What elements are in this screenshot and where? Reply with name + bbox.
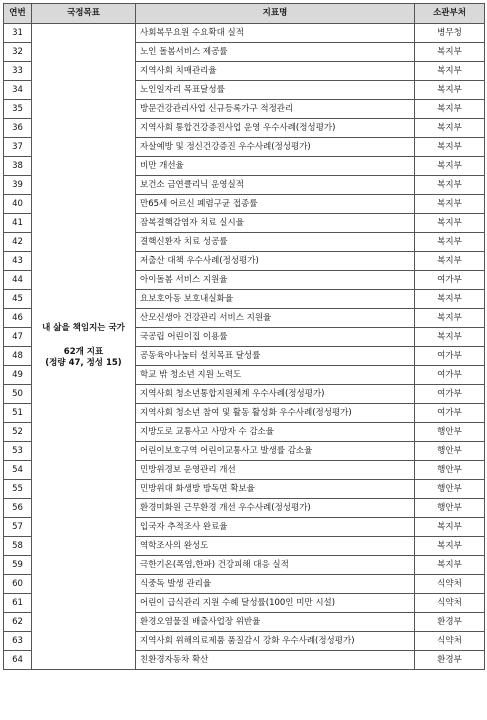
department: 환경부: [415, 613, 485, 632]
indicator-name: 지역사회 청소년 참여 및 활동 활성화 우수사례(정성평가): [136, 404, 415, 423]
row-number: 39: [4, 176, 32, 195]
indicator-name: 민방위경보 운영관리 개선: [136, 461, 415, 480]
indicator-name: 역학조사의 완성도: [136, 537, 415, 556]
row-number: 47: [4, 328, 32, 347]
row-number: 43: [4, 252, 32, 271]
department: 여가부: [415, 347, 485, 366]
department: 복지부: [415, 176, 485, 195]
row-number: 50: [4, 385, 32, 404]
row-number: 56: [4, 499, 32, 518]
goal-detail: (정량 47, 정성 15): [45, 358, 122, 369]
row-number: 32: [4, 43, 32, 62]
row-number: 62: [4, 613, 32, 632]
table-body: [4, 24, 485, 670]
goal-spacer: [32, 335, 135, 347]
indicator-name: 자살예방 및 정신건강증진 우수사례(정성평가): [136, 138, 415, 157]
indicator-name: 어린이 급식관리 지원 수혜 달성률(100인 미만 시설): [136, 594, 415, 613]
row-number: 40: [4, 195, 32, 214]
row-number: 35: [4, 100, 32, 119]
row-number: 63: [4, 632, 32, 651]
row-number: 42: [4, 233, 32, 252]
indicator-name: 지역사회 통합건강증진사업 운영 우수사례(정성평가): [136, 119, 415, 138]
indicator-name: 노인 돌봄서비스 제공률: [136, 43, 415, 62]
table-header-row: [4, 4, 485, 24]
indicator-name: 극한기온(폭염,한파) 건강피해 대응 실적: [136, 556, 415, 575]
department: 여가부: [415, 404, 485, 423]
indicator-name: 결핵신환자 치료 성공률: [136, 233, 415, 252]
row-number: 51: [4, 404, 32, 423]
indicator-name: 잠복결핵감염자 치료 실시율: [136, 214, 415, 233]
row-number: 57: [4, 518, 32, 537]
row-number: 34: [4, 81, 32, 100]
indicator-name: 식중독 발생 관리율: [136, 575, 415, 594]
department: 복지부: [415, 81, 485, 100]
department: 복지부: [415, 309, 485, 328]
indicator-name: 노인일자리 목표달성률: [136, 81, 415, 100]
indicator-name: 환경미화원 근무환경 개선 우수사례(정성평가): [136, 499, 415, 518]
department: 여가부: [415, 385, 485, 404]
indicator-name: 지역사회 치매관리율: [136, 62, 415, 81]
row-number: 46: [4, 309, 32, 328]
indicator-table: [3, 3, 485, 670]
indicator-name: 어린이보호구역 어린이교통사고 발생률 감소율: [136, 442, 415, 461]
indicator-name: 지역사회 청소년통합지원체계 우수사례(정성평가): [136, 385, 415, 404]
department: 행안부: [415, 499, 485, 518]
indicator-name: 지역사회 위해의료제품 품질감시 강화 우수사례(정성평가): [136, 632, 415, 651]
indicator-name: 친환경자동차 확산: [136, 651, 415, 670]
department: 행안부: [415, 461, 485, 480]
department: 여가부: [415, 366, 485, 385]
header-indicator: 지표명: [136, 4, 415, 24]
indicator-name: 학교 밖 청소년 지원 노력도: [136, 366, 415, 385]
row-number: 36: [4, 119, 32, 138]
indicator-name: 보건소 금연클리닉 운영실적: [136, 176, 415, 195]
indicator-name: 만65세 어르신 폐렴구균 접종률: [136, 195, 415, 214]
department: 복지부: [415, 100, 485, 119]
header-dept: 소관부처: [415, 4, 485, 24]
indicator-name: 요보호아동 보호내실화율: [136, 290, 415, 309]
row-number: 52: [4, 423, 32, 442]
row-number: 54: [4, 461, 32, 480]
department: 행안부: [415, 442, 485, 461]
department: 복지부: [415, 214, 485, 233]
department: 행안부: [415, 423, 485, 442]
table-row: [4, 24, 485, 43]
indicator-name: 환경오염물질 배출사업장 위반율: [136, 613, 415, 632]
row-number: 49: [4, 366, 32, 385]
department: 복지부: [415, 233, 485, 252]
row-number: 59: [4, 556, 32, 575]
row-number: 31: [4, 24, 32, 43]
department: 복지부: [415, 119, 485, 138]
row-number: 38: [4, 157, 32, 176]
indicator-name: 사회복무요원 수요확대 실적: [136, 24, 415, 43]
row-number: 45: [4, 290, 32, 309]
department: 식약처: [415, 632, 485, 651]
department: 행안부: [415, 480, 485, 499]
row-number: 58: [4, 537, 32, 556]
indicator-name: 비만 개선율: [136, 157, 415, 176]
indicator-name: 공동육아나눔터 설치목표 달성률: [136, 347, 415, 366]
row-number: 48: [4, 347, 32, 366]
department: 복지부: [415, 157, 485, 176]
indicator-name: 국공립 어린이집 이용률: [136, 328, 415, 347]
row-number: 60: [4, 575, 32, 594]
indicator-name: 지방도로 교통사고 사망자 수 감소율: [136, 423, 415, 442]
row-number: 44: [4, 271, 32, 290]
department: 복지부: [415, 252, 485, 271]
department: 여가부: [415, 271, 485, 290]
indicator-name: 아이돌봄 서비스 지원율: [136, 271, 415, 290]
department: 환경부: [415, 651, 485, 670]
row-number: 33: [4, 62, 32, 81]
indicator-name: 민방위대 화생방 방독면 확보율: [136, 480, 415, 499]
header-goal: 국정목표: [32, 4, 136, 24]
row-number: 55: [4, 480, 32, 499]
indicator-name: 입국자 추적조사 완료율: [136, 518, 415, 537]
row-number: 61: [4, 594, 32, 613]
department: 복지부: [415, 43, 485, 62]
department: 복지부: [415, 138, 485, 157]
header-no: 연번: [4, 4, 32, 24]
goal-title: 내 삶을 책임지는 국가: [42, 323, 125, 334]
department: 복지부: [415, 537, 485, 556]
department: 복지부: [415, 290, 485, 309]
department: 식약처: [415, 594, 485, 613]
row-number: 53: [4, 442, 32, 461]
row-number: 37: [4, 138, 32, 157]
department: 병무청: [415, 24, 485, 43]
department: 복지부: [415, 556, 485, 575]
indicator-name: 산모신생아 건강관리 서비스 지원율: [136, 309, 415, 328]
department: 복지부: [415, 62, 485, 81]
indicator-name: 저출산 대책 우수사례(정성평가): [136, 252, 415, 271]
department: 식약처: [415, 575, 485, 594]
goal-cell: [32, 24, 136, 670]
indicator-name: 방문건강관리사업 신규등록가구 적정관리: [136, 100, 415, 119]
department: 복지부: [415, 328, 485, 347]
goal-count: 62개 지표: [63, 346, 104, 357]
department: 복지부: [415, 518, 485, 537]
row-number: 64: [4, 651, 32, 670]
row-number: 41: [4, 214, 32, 233]
department: 복지부: [415, 195, 485, 214]
